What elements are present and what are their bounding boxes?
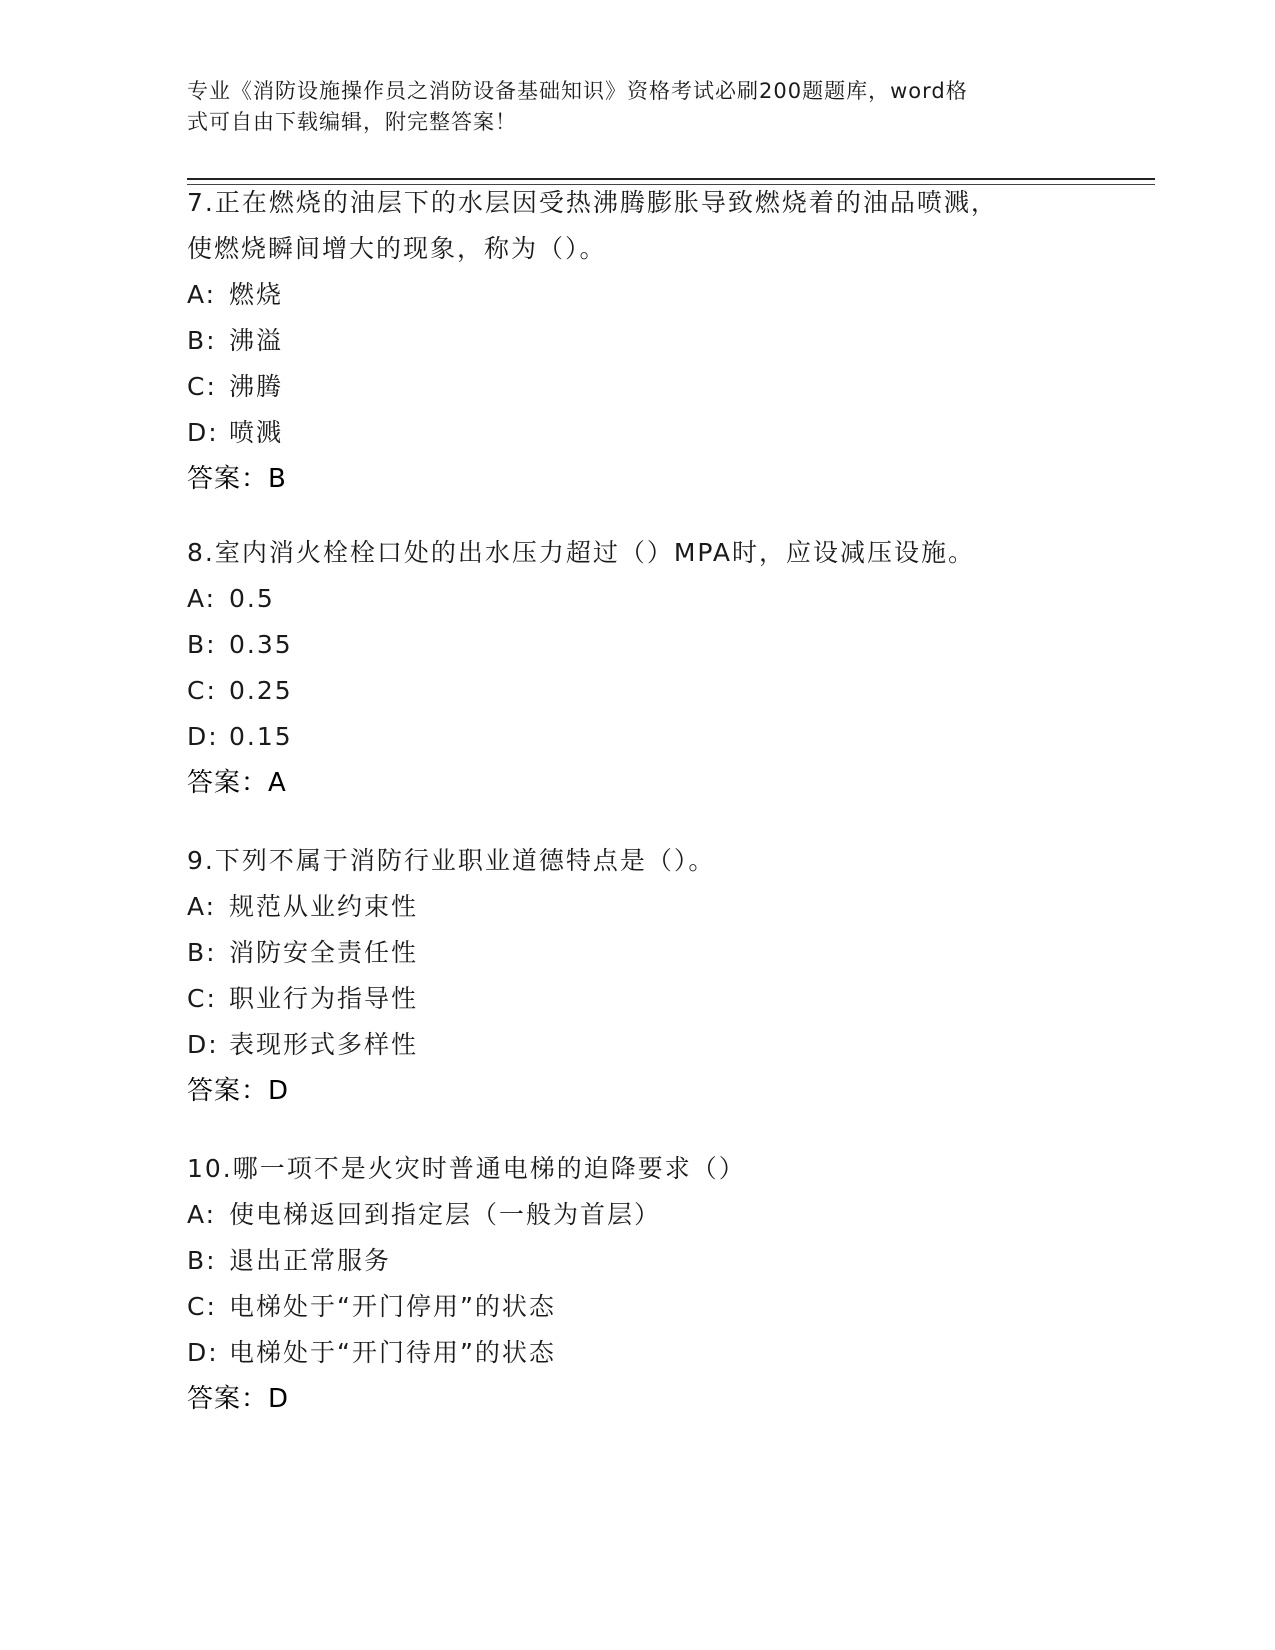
option-text: 退出正常服务 [229, 1246, 392, 1275]
option-d [187, 1022, 1147, 1068]
option-a [187, 576, 1147, 622]
question-stem-line-1: 10.哪一项不是火灾时普通电梯的迫降要求（） [187, 1154, 746, 1183]
option-a [187, 1192, 1147, 1238]
header-line-1: 专业《消防设施操作员之消防设备基础知识》资格考试必刷200题题库，word格 [187, 79, 968, 103]
option-key: D: [187, 722, 219, 751]
question-7 [187, 180, 1147, 502]
option-text: 沸溢 [229, 326, 284, 355]
option-key: D: [187, 1030, 219, 1059]
option-a [187, 884, 1147, 930]
option-text: 职业行为指导性 [229, 984, 419, 1013]
option-b [187, 318, 1147, 364]
option-key: D: [187, 1338, 219, 1367]
option-d [187, 1330, 1147, 1376]
option-b [187, 1238, 1147, 1284]
option-key: C: [187, 372, 217, 401]
question-9 [187, 838, 1147, 1114]
option-text: 燃烧 [229, 280, 284, 309]
option-key: A: [187, 1200, 217, 1229]
option-text: 0.35 [229, 630, 293, 659]
answer-line: 答案：A [187, 768, 287, 798]
option-key: C: [187, 984, 217, 1013]
option-text: 沸腾 [229, 372, 284, 401]
option-key: A: [187, 892, 217, 921]
option-d [187, 714, 1147, 760]
option-text: 规范从业约束性 [229, 892, 419, 921]
question-stem-line-1: 9.下列不属于消防行业职业道德特点是（）。 [187, 846, 716, 875]
option-key: D: [187, 418, 219, 447]
option-c [187, 668, 1147, 714]
option-text: 0.25 [229, 676, 293, 705]
option-key: C: [187, 676, 217, 705]
option-text: 0.15 [229, 722, 293, 751]
option-c [187, 1284, 1147, 1330]
answer-line: 答案：D [187, 1076, 290, 1106]
question-8 [187, 530, 1147, 806]
option-key: A: [187, 280, 217, 309]
option-text: 消防安全责任性 [229, 938, 419, 967]
option-text: 0.5 [229, 584, 275, 613]
option-text: 表现形式多样性 [229, 1030, 419, 1059]
question-stem-line-1: 8.室内消火栓栓口处的出水压力超过（）MPA时，应设减压设施。 [187, 538, 976, 567]
document-header [187, 76, 1067, 138]
question-stem-line-2: 使燃烧瞬间增大的现象，称为（）。 [187, 234, 607, 263]
option-c [187, 976, 1147, 1022]
option-key: B: [187, 326, 217, 355]
option-key: A: [187, 584, 217, 613]
answer-line: 答案：B [187, 464, 287, 494]
option-text: 电梯处于“开门待用”的状态 [229, 1338, 556, 1367]
option-text: 使电梯返回到指定层（一般为首层） [229, 1200, 662, 1229]
option-key: C: [187, 1292, 217, 1321]
question-10 [187, 1146, 1147, 1422]
option-text: 喷溅 [229, 418, 284, 447]
option-text: 电梯处于“开门停用”的状态 [229, 1292, 556, 1321]
question-stem-line-1: 7.正在燃烧的油层下的水层因受热沸腾膨胀导致燃烧着的油品喷溅， [187, 188, 998, 217]
option-key: B: [187, 938, 217, 967]
option-c [187, 364, 1147, 410]
option-a [187, 272, 1147, 318]
header-line-2: 式可自由下载编辑，附完整答案！ [187, 110, 517, 134]
option-d [187, 410, 1147, 456]
option-b [187, 930, 1147, 976]
option-key: B: [187, 630, 217, 659]
option-b [187, 622, 1147, 668]
option-key: B: [187, 1246, 217, 1275]
answer-line: 答案：D [187, 1384, 290, 1414]
